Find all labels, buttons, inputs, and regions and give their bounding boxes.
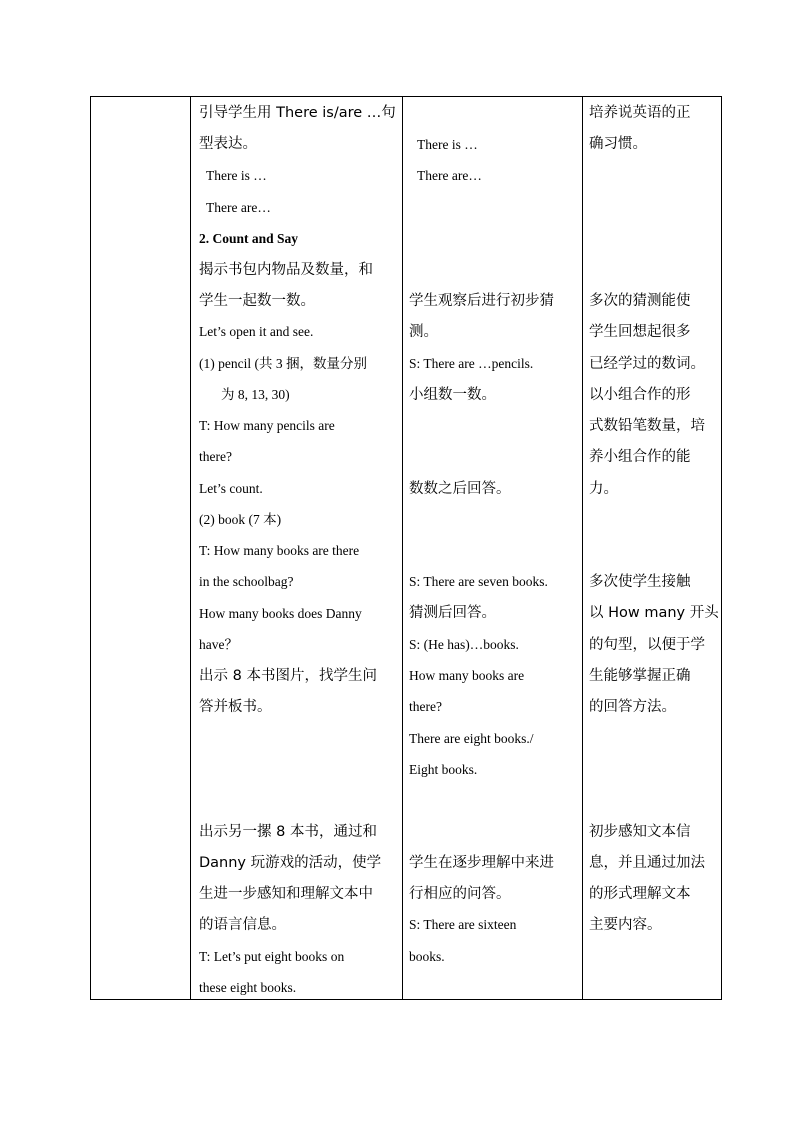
text-line: S: (He has)…books. xyxy=(409,637,519,652)
text-line: 培养说英语的正 xyxy=(589,105,691,121)
text-line: 学生回想起很多 xyxy=(589,324,691,340)
text-line: 以 How many 开头 xyxy=(589,605,719,621)
text-line: Eight books. xyxy=(409,762,478,777)
text-line: (2) book (7 本) xyxy=(199,512,282,527)
text-line: 的语言信息。 xyxy=(199,917,286,933)
text-line: 生进一步感知和理解文本中 xyxy=(199,886,373,902)
text-line: 已经学过的数词。 xyxy=(589,356,705,372)
text-line: 式数铅笔数量，培 xyxy=(589,418,705,434)
text-line: Let’s count. xyxy=(199,481,263,496)
text-line: There are eight books./ xyxy=(409,731,534,746)
text-line: 揭示书包内物品及数量，和 xyxy=(199,262,373,278)
text-line: 息，并且通过加法 xyxy=(589,855,705,871)
text-line: S: There are sixteen xyxy=(409,917,517,932)
text-line: S: There are seven books. xyxy=(409,574,548,589)
text-line: 数数之后回答。 xyxy=(409,481,511,497)
text-line: 引导学生用 There is/are …句 xyxy=(199,105,396,121)
text-line: 学生一起数一数。 xyxy=(199,293,315,309)
text-line: 学生观察后进行初步猜 xyxy=(409,293,554,309)
section-heading: 2. Count and Say xyxy=(199,231,299,246)
text-line: these eight books. xyxy=(199,980,297,995)
column-divider-1 xyxy=(190,97,191,999)
text-line: 力。 xyxy=(589,481,618,497)
text-line: S: There are …pencils. xyxy=(409,356,534,371)
text-line: 小组数一数。 xyxy=(409,387,496,403)
text-line: 生能够掌握正确 xyxy=(589,668,691,684)
text-line: How many books are xyxy=(409,668,525,683)
text-line: 出示 8 本书图片，找学生问 xyxy=(199,668,377,684)
text-line: Danny 玩游戏的活动，使学 xyxy=(199,855,382,871)
text-line: (1) pencil (共 3 捆，数量分别 xyxy=(199,356,367,371)
text-line: 养小组合作的能 xyxy=(589,449,691,465)
text-line: 的回答方法。 xyxy=(589,699,676,715)
text-line: There are… xyxy=(206,200,271,215)
text-line: 的形式理解文本 xyxy=(589,886,691,902)
text-line: 初步感知文本信 xyxy=(589,824,691,840)
text-line: 猜测后回答。 xyxy=(409,605,496,621)
text-line: 出示另一摞 8 本书，通过和 xyxy=(199,824,377,840)
text-line: There are… xyxy=(417,168,482,183)
text-line: there? xyxy=(199,449,232,464)
lesson-plan-table xyxy=(90,96,722,1000)
text-line: 答并板书。 xyxy=(199,699,272,715)
column-divider-3 xyxy=(582,97,583,999)
text-line: 行相应的问答。 xyxy=(409,886,511,902)
text-line: 主要内容。 xyxy=(589,917,662,933)
text-line: Let’s open it and see. xyxy=(199,324,314,339)
text-line: there? xyxy=(409,699,442,714)
text-line: There is … xyxy=(206,168,267,183)
text-line: 的句型，以便于学 xyxy=(589,637,705,653)
text-line: books. xyxy=(409,949,445,964)
text-line: in the schoolbag? xyxy=(199,574,294,589)
column-divider-2 xyxy=(402,97,403,999)
text-line: 型表达。 xyxy=(199,136,257,152)
text-line: How many books does Danny xyxy=(199,606,362,621)
text-line: T: How many pencils are xyxy=(199,418,335,433)
text-line: T: Let’s put eight books on xyxy=(199,949,345,964)
text-line: 学生在逐步理解中来进 xyxy=(409,855,554,871)
text-line: 多次使学生接触 xyxy=(589,574,691,590)
text-line: 为 8, 13, 30) xyxy=(221,387,290,402)
text-line: have？ xyxy=(199,637,238,652)
text-line: T: How many books are there xyxy=(199,543,360,558)
text-line: There is … xyxy=(417,137,478,152)
text-line: 以小组合作的形 xyxy=(589,387,691,403)
text-line: 确习惯。 xyxy=(589,136,647,152)
text-line: 测。 xyxy=(409,324,438,340)
text-line: 多次的猜测能使 xyxy=(589,293,691,309)
